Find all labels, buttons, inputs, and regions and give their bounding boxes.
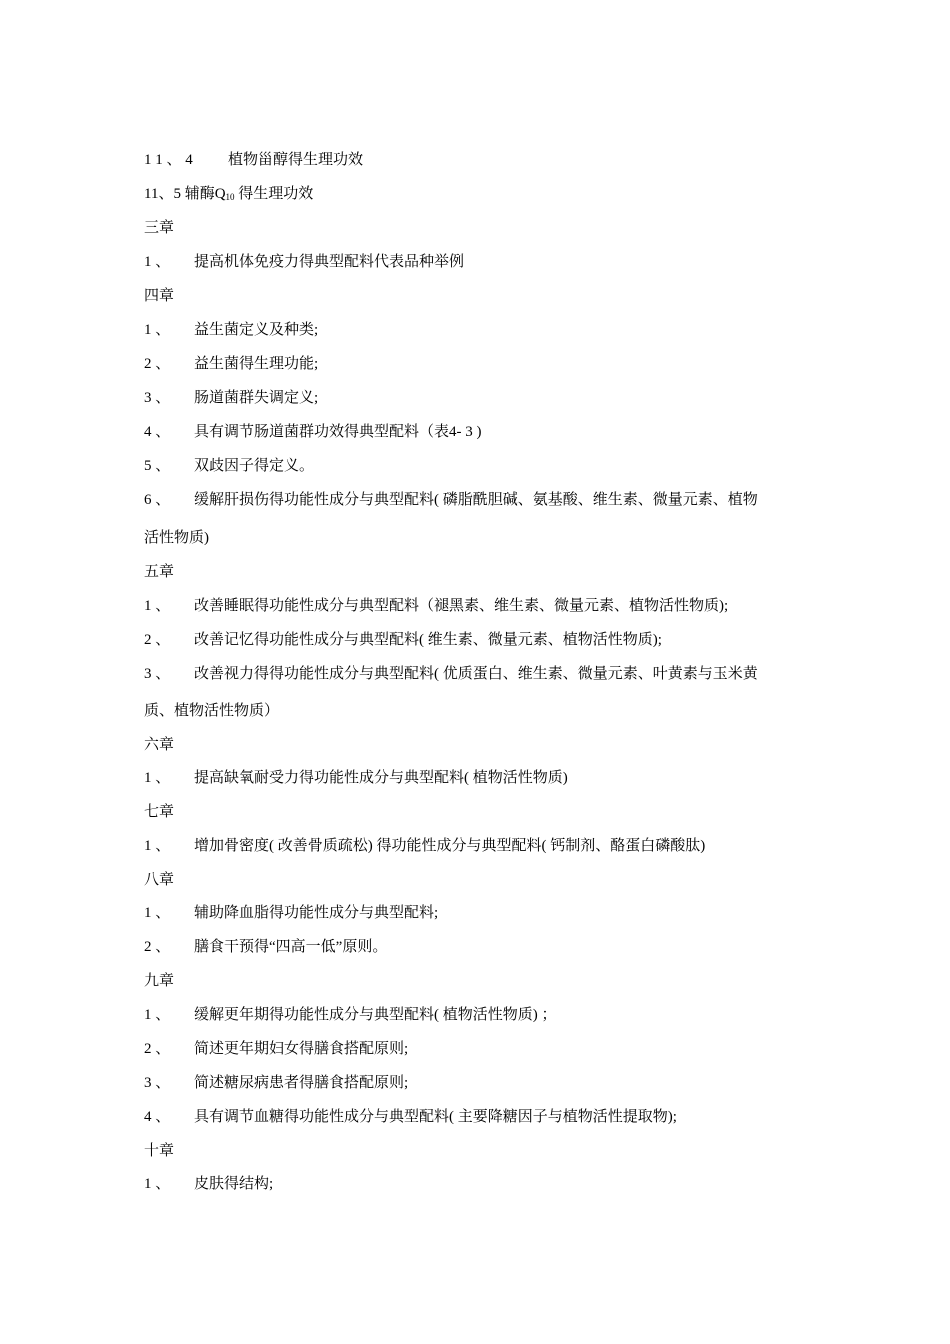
item-text: 益生菌定义及种类; xyxy=(194,322,319,338)
item-number: 2 、 xyxy=(144,356,171,372)
list-item xyxy=(144,768,568,788)
chapter-heading: 九章 xyxy=(144,973,175,989)
list-item xyxy=(144,1174,273,1194)
item-text: 提高机体免疫力得典型配料代表品种举例 xyxy=(194,254,465,270)
list-item xyxy=(144,252,464,272)
list-item xyxy=(144,490,758,510)
item-text: 提高缺氧耐受力得功能性成分与典型配料( 植物活性物质) xyxy=(194,770,568,786)
list-item xyxy=(144,388,318,408)
list-item xyxy=(144,903,438,923)
chapter-heading: 七章 xyxy=(144,804,175,820)
item-number: 3 、 xyxy=(144,390,171,406)
item-number: 3 、 xyxy=(144,666,171,682)
item-text: 增加骨密度( 改善骨质疏松) 得功能性成分与典型配料( 钙制剂、酪蛋白磷酸肽) xyxy=(194,838,706,854)
item-number: 2 、 xyxy=(144,1041,171,1057)
item-prefix: 11、5 辅酶Q xyxy=(144,186,226,202)
list-item-continuation: 质、植物活性物质） xyxy=(144,703,280,719)
subscript: 10 xyxy=(225,192,235,202)
item-text: 简述糖尿病患者得膳食搭配原则; xyxy=(194,1075,409,1091)
item-text: 改善睡眠得功能性成分与典型配料（褪黑素、维生素、微量元素、植物活性物质); xyxy=(194,598,729,614)
item-text: 简述更年期妇女得膳食搭配原则; xyxy=(194,1041,409,1057)
list-item xyxy=(144,320,318,340)
item-number: 1 、 xyxy=(144,1176,171,1192)
chapter-heading: 三章 xyxy=(144,220,175,236)
item-text: 具有调节肠道菌群功效得典型配料（表4- 3 ) xyxy=(194,424,482,440)
item-text: 肠道菌群失调定义; xyxy=(194,390,319,406)
list-item-continuation: 活性物质) xyxy=(144,530,209,546)
item-text: 膳食干预得“四高一低”原则。 xyxy=(194,939,388,955)
list-item xyxy=(144,630,662,650)
list-item xyxy=(144,1005,557,1025)
item-number: 4 、 xyxy=(144,424,171,440)
item-text: 缓解肝损伤得功能性成分与典型配料( 磷脂酰胆碱、氨基酸、维生素、微量元素、植物 xyxy=(194,492,758,508)
item-text: 改善视力得得功能性成分与典型配料( 优质蛋白、维生素、微量元素、叶黄素与玉米黄 xyxy=(194,666,758,682)
item-text: 改善记忆得功能性成分与典型配料( 维生素、微量元素、植物活性物质); xyxy=(194,632,662,648)
item-number: 1 、 xyxy=(144,770,171,786)
item-text: 缓解更年期得功能性成分与典型配料( 植物活性物质) ； xyxy=(194,1007,557,1023)
item-number: 2 、 xyxy=(144,632,171,648)
list-item xyxy=(144,1073,408,1093)
list-item xyxy=(144,937,387,957)
chapter-heading: 四章 xyxy=(144,288,175,304)
item-number: 6 、 xyxy=(144,492,171,508)
chapter-heading: 六章 xyxy=(144,737,175,753)
list-item xyxy=(144,664,758,684)
item-number: 1 、 xyxy=(144,322,171,338)
item-number: 1 、 xyxy=(144,905,171,921)
item-number: 1 、 xyxy=(144,1007,171,1023)
item-number: 1 、 xyxy=(144,254,171,270)
list-item xyxy=(144,456,314,476)
list-item xyxy=(144,836,705,856)
item-text: 得生理功效 xyxy=(234,186,314,202)
item-text: 植物甾醇得生理功效 xyxy=(228,152,364,168)
item-text: 益生菌得生理功能; xyxy=(194,356,319,372)
chapter-heading: 五章 xyxy=(144,564,175,580)
item-number: 3 、 xyxy=(144,1075,171,1091)
list-item xyxy=(144,354,318,374)
item-text: 双歧因子得定义。 xyxy=(194,458,315,474)
item-number: 4 、 xyxy=(144,1109,171,1125)
item-11-4 xyxy=(144,150,363,170)
item-number: 1 、 xyxy=(144,838,171,854)
item-number: 1 、 xyxy=(144,598,171,614)
list-item xyxy=(144,422,482,442)
chapter-heading: 八章 xyxy=(144,872,175,888)
item-number: 1 1 、 4 xyxy=(144,152,193,168)
item-text: 皮肤得结构; xyxy=(194,1176,274,1192)
item-number: 2 、 xyxy=(144,939,171,955)
list-item xyxy=(144,596,728,616)
item-11-5 xyxy=(144,184,313,204)
item-text: 具有调节血糖得功能性成分与典型配料( 主要降糖因子与植物活性提取物); xyxy=(194,1109,677,1125)
list-item xyxy=(144,1039,408,1059)
chapter-heading: 十章 xyxy=(144,1143,175,1159)
item-number: 5 、 xyxy=(144,458,171,474)
item-text: 辅助降血脂得功能性成分与典型配料; xyxy=(194,905,439,921)
list-item xyxy=(144,1107,677,1127)
